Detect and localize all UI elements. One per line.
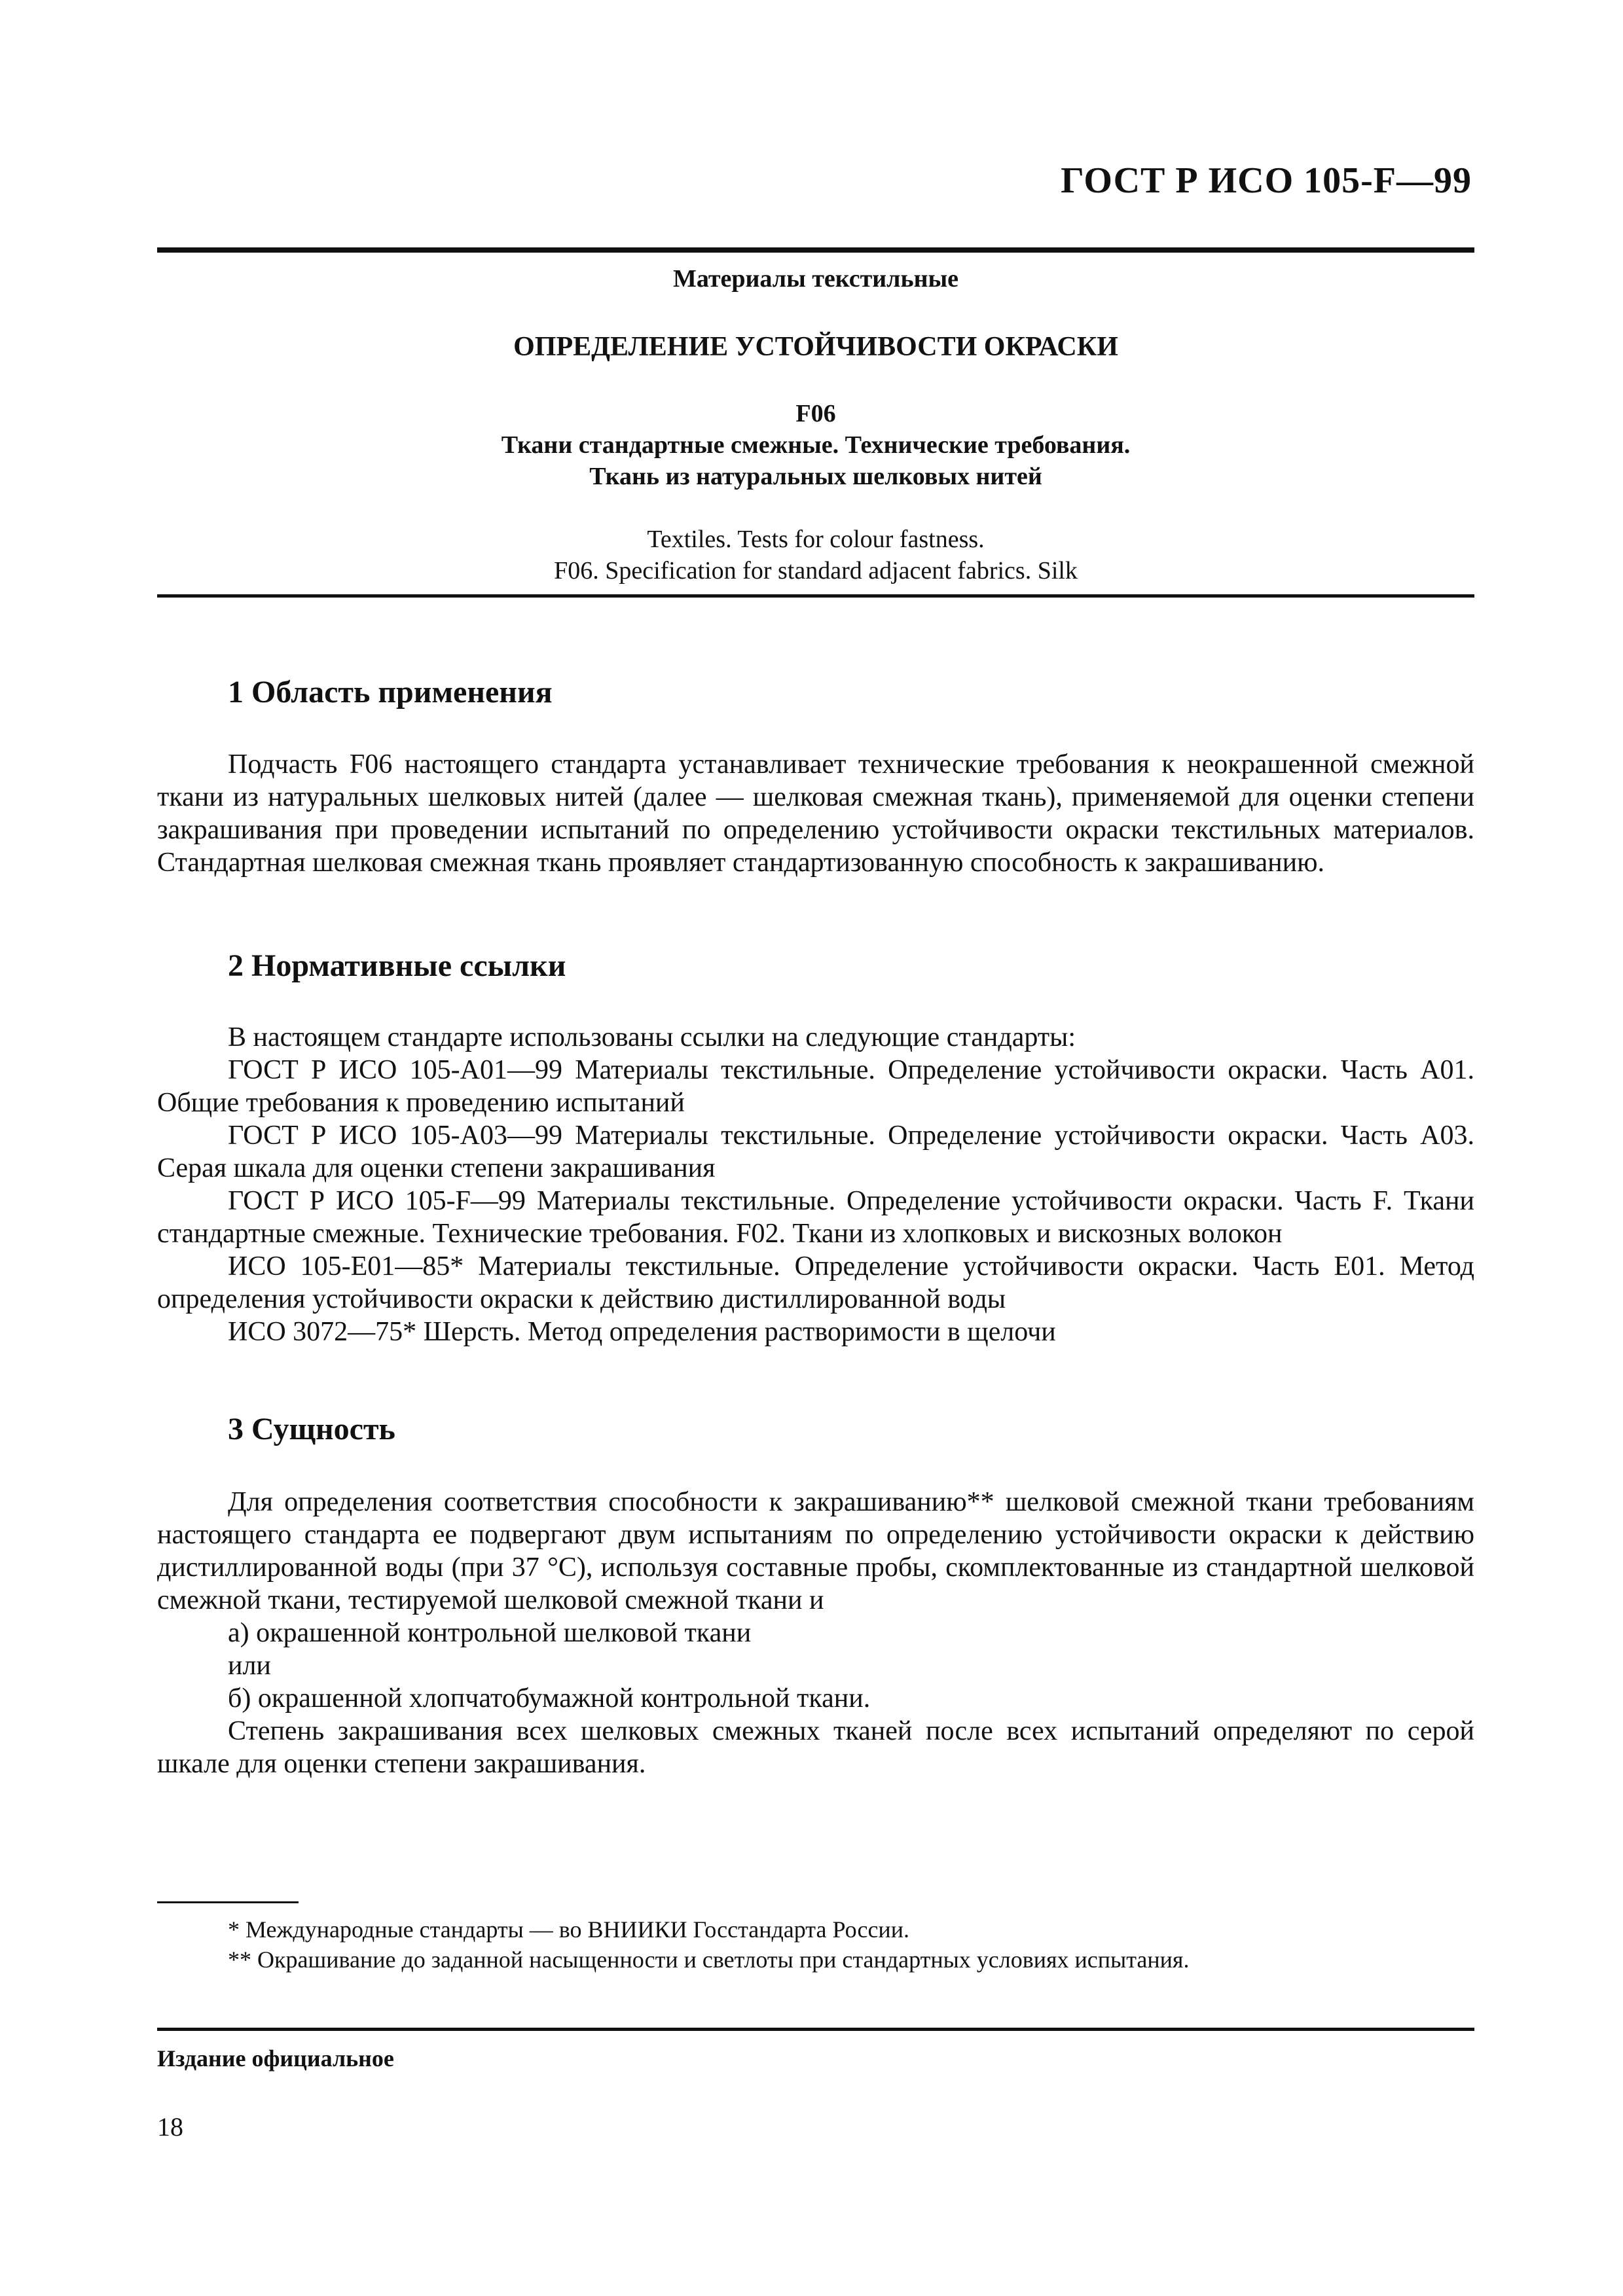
reference-item: ГОСТ Р ИСО 105-A03—99 Материалы текстильные. Определение устойчивости окраски. Часть A03. Серая шкала для оценки степени закрашивания (157, 1121, 1474, 1183)
reference-item: ИСО 105-E01—85* Материалы текстильные. Определение устойчивости окраски. Часть E01. Метод определения устойчивости окраски к действию дистиллированной воды (157, 1251, 1474, 1314)
footer-rule (157, 2028, 1474, 2031)
footnote: * Международные стандарты — во ВНИИКИ Госстандарта России. (228, 1916, 909, 1943)
paragraph: Подчасть F06 настоящего стандарта устанавливает технические требования к неокрашенной смежной ткани из натуральных шелковых нитей (далее — шелковая смежная ткань), применяемой для оценки степени закрашивания при проведении испытаний по определению устойчивости окраски текстильных материалов. Стандартная шелковая смежная ткань проявляет стандартизованную способность к закрашиванию. (157, 749, 1474, 878)
footnote: ** Окрашивание до заданной насыщенности и светлоты при стандартных условиях испытания. (228, 1946, 1190, 1973)
title-subtitle-block (157, 398, 1474, 492)
page-number: 18 (157, 2112, 183, 2142)
section-body-2 (157, 1021, 1474, 1348)
list-item: или (228, 1651, 271, 1681)
title-line-1: Материалы текстильные (672, 265, 959, 293)
subtitle-line-1: Ткани стандартные смежные. Технические требования. (501, 431, 1131, 459)
section-body-1 (157, 748, 1474, 879)
title-rule (157, 594, 1474, 598)
section-heading-2: 2 Нормативные ссылки (228, 948, 566, 983)
english-title-line-1: Textiles. Tests for colour fastness. (647, 526, 985, 553)
reference-item: ИСО 3072—75* Шерсть. Метод определения растворимости в щелочи (228, 1317, 1056, 1347)
footnotes (157, 1914, 1474, 1975)
section-body-3 (157, 1486, 1474, 1780)
section-heading-1: 1 Область применения (228, 675, 553, 709)
part-code: F06 (795, 400, 836, 427)
official-edition-label: Издание официальное (157, 2045, 394, 2072)
section-heading-3: 3 Сущность (228, 1412, 395, 1446)
footnote-rule (157, 1901, 299, 1903)
subtitle-line-2: Ткань из натуральных шелковых нитей (589, 463, 1042, 490)
english-title (157, 524, 1474, 586)
list-item: б) окрашенной хлопчатобумажной контрольной ткани. (228, 1683, 871, 1713)
header-rule (157, 247, 1474, 253)
paragraph: Степень закрашивания всех шелковых смежных тканей после всех испытаний определяют по серой шкале для оценки степени закрашивания. (157, 1716, 1474, 1779)
document-code: ГОСТ Р ИСО 105-F—99 (1061, 160, 1472, 201)
paragraph: В настоящем стандарте использованы ссылки на следующие стандарты: (228, 1022, 1076, 1052)
paragraph: Для определения соответствия способности к закрашиванию** шелковой смежной ткани требованиям настоящего стандарта ее подвергают двум испытаниям по определению устойчивости окраски к действию дистиллированной воды (при 37 °С), используя составные пробы, скомплектованные из стандартной шелковой смежной ткани, тестируемой шелковой смежной ткани и (157, 1487, 1474, 1615)
english-title-line-2: F06. Specification for standard adjacent fabrics. Silk (554, 557, 1078, 584)
reference-item: ГОСТ Р ИСО 105-A01—99 Материалы текстильные. Определение устойчивости окраски. Часть A01. Общие требования к проведению испытаний (157, 1055, 1474, 1118)
list-item: а) окрашенной контрольной шелковой ткани (228, 1618, 752, 1648)
reference-item: ГОСТ Р ИСО 105-F—99 Материалы текстильные. Определение устойчивости окраски. Часть F. Ткани стандартные смежные. Технические требования. F02. Ткани из хлопковых и вискозных волокон (157, 1186, 1474, 1249)
title-line-2: ОПРЕДЕЛЕНИЕ УСТОЙЧИВОСТИ ОКРАСКИ (513, 332, 1118, 362)
